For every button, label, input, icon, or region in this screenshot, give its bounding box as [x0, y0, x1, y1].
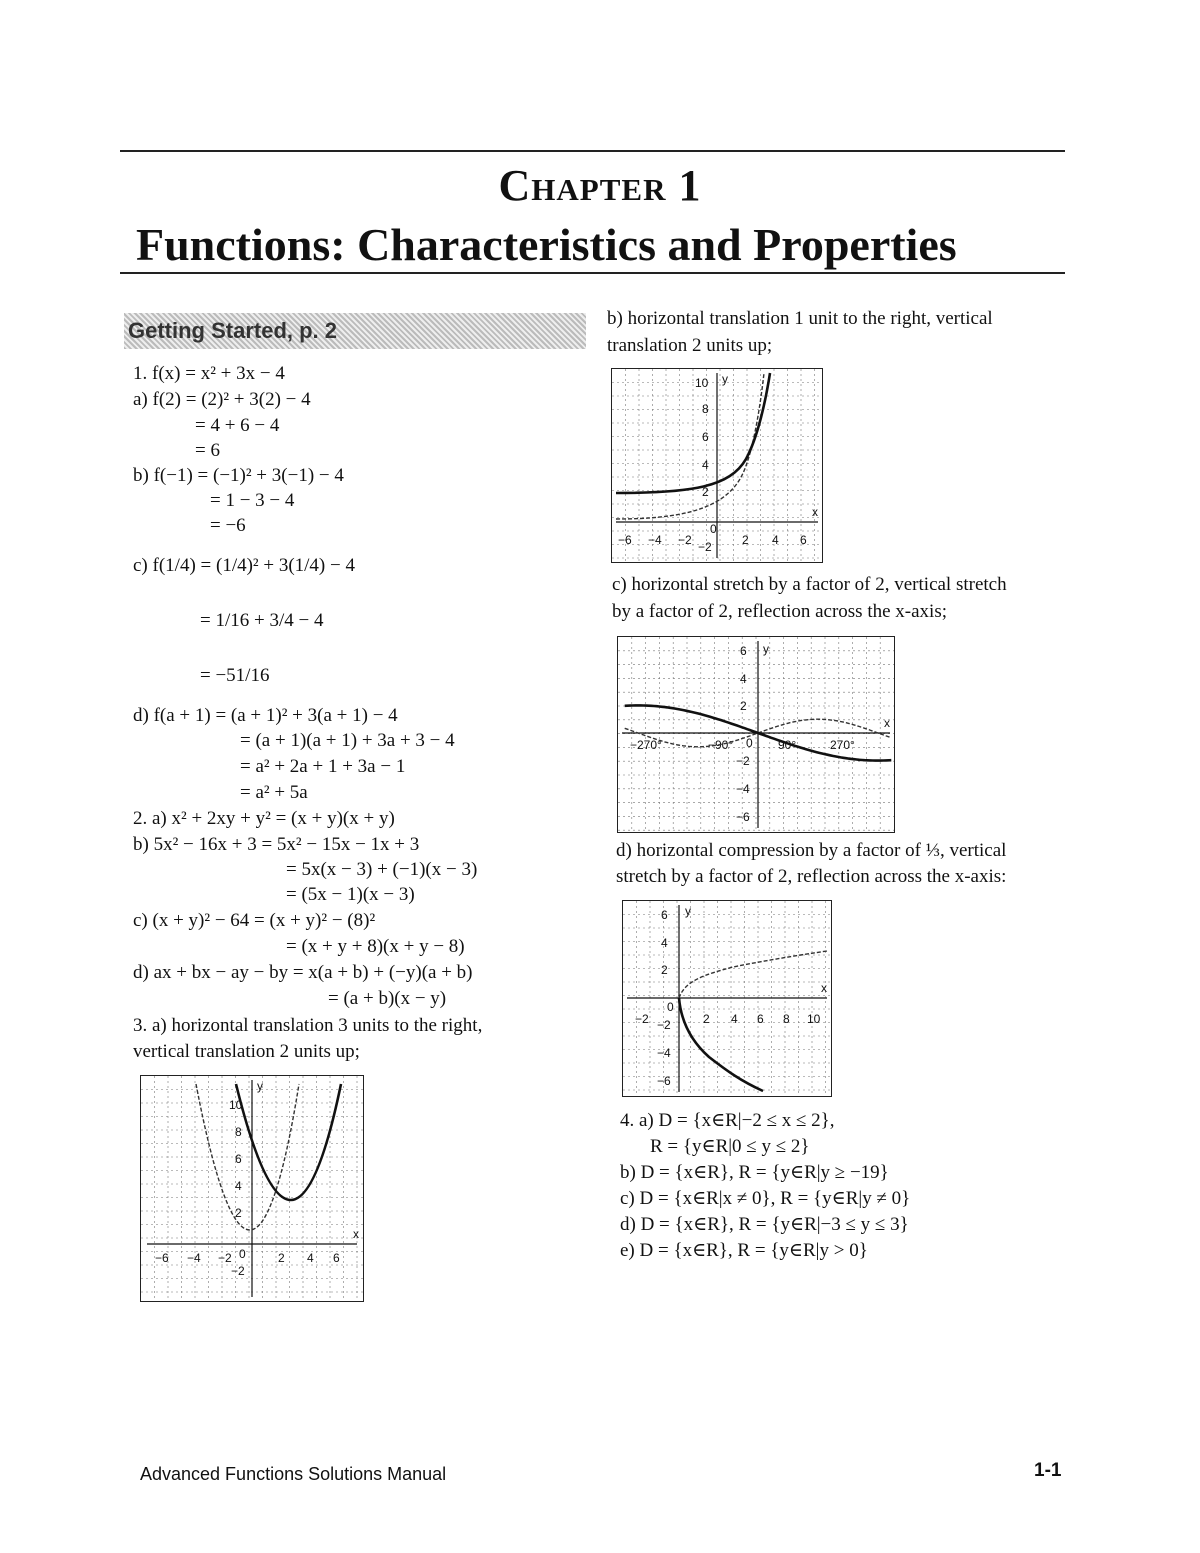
q1d-line: d) f(a + 1) = (a + 1)² + 3(a + 1) − 4 — [133, 705, 398, 726]
title-rule — [120, 272, 1065, 274]
y-tick: 6 — [740, 644, 747, 658]
x-tick: 8 — [783, 1012, 790, 1026]
y-tick: −6 — [736, 810, 750, 824]
y-tick: −2 — [657, 1018, 671, 1032]
q1a-step: = 4 + 6 − 4 — [195, 415, 280, 436]
y-tick: −2 — [698, 540, 712, 554]
y-tick: 6 — [702, 430, 709, 444]
y-tick: 4 — [702, 458, 709, 472]
y-axis-label: y — [763, 642, 769, 656]
x-tick: −270° — [630, 738, 662, 752]
parent-curve — [616, 373, 764, 519]
x-tick: 2 — [703, 1012, 710, 1026]
x-tick: 4 — [731, 1012, 738, 1026]
q2b-line: b) 5x² − 16x + 3 = 5x² − 15x − 1x + 3 — [133, 834, 420, 855]
q1c-step: = −51/16 — [200, 665, 270, 686]
y-tick: 6 — [235, 1152, 242, 1166]
q3b-text: translation 2 units up; — [607, 335, 773, 356]
q3d-text: d) horizontal compression by a factor of ⅓, vertical — [616, 840, 1007, 861]
graph-3b — [611, 368, 823, 563]
q1b-step: = −6 — [210, 515, 246, 536]
origin-label: 0 — [239, 1247, 246, 1261]
x-tick: 2 — [278, 1251, 285, 1265]
y-tick: 2 — [702, 485, 709, 499]
graph-3c — [617, 636, 895, 833]
y-tick: 8 — [702, 402, 709, 416]
x-tick: 10 — [807, 1012, 821, 1026]
q2a-line: 2. a) x² + 2xy + y² = (x + y)(x + y) — [133, 808, 395, 829]
page-number: 1-1 — [1034, 1460, 1062, 1481]
q4d-line: d) D = {x∈R}, R = {y∈R|−3 ≤ y ≤ 3} — [620, 1214, 909, 1235]
q3a-text: vertical translation 2 units up; — [133, 1041, 360, 1062]
q4b-line: b) D = {x∈R}, R = {y∈R|y ≥ −19} — [620, 1162, 889, 1183]
q4c-line: c) D = {x∈R|x ≠ 0}, R = {y∈R|y ≠ 0} — [620, 1188, 911, 1209]
q1c-step: = 1/16 + 3/4 − 4 — [200, 610, 324, 631]
origin-label: 0 — [746, 736, 753, 750]
y-axis-label: y — [685, 904, 691, 918]
q4a-range: R = {y∈R|0 ≤ y ≤ 2} — [650, 1136, 810, 1157]
q2d-line: d) ax + bx − ay − by = x(a + b) + (−y)(a + b) — [133, 962, 473, 983]
x-tick: −4 — [648, 533, 662, 547]
y-tick: 2 — [661, 963, 668, 977]
q1c-line: c) f(1/4) = (1/4)² + 3(1/4) − 4 — [133, 555, 355, 576]
y-tick: 4 — [740, 672, 747, 686]
section-banner: Getting Started, p. 2 — [124, 313, 586, 349]
q3b-text: b) horizontal translation 1 unit to the right, vertical — [607, 308, 993, 329]
q3c-text: by a factor of 2, reflection across the x-axis; — [612, 601, 948, 622]
y-tick: −4 — [736, 782, 750, 796]
graph-3d — [622, 900, 832, 1097]
chapter-heading: Chapter 1 — [498, 161, 702, 210]
q2c-step: = (x + y + 8)(x + y − 8) — [286, 936, 465, 957]
y-axis-label: y — [257, 1079, 263, 1093]
y-tick: 2 — [740, 699, 747, 713]
x-tick: 90° — [778, 738, 797, 752]
origin-label: 0 — [710, 522, 717, 536]
q1d-step: = a² + 2a + 1 + 3a − 1 — [240, 756, 406, 777]
x-tick: 6 — [800, 533, 807, 547]
top-rule — [120, 150, 1065, 152]
y-tick: 2 — [235, 1206, 242, 1220]
x-tick: 4 — [307, 1251, 314, 1265]
y-tick: −2 — [231, 1264, 245, 1278]
y-tick: −4 — [657, 1046, 671, 1060]
y-tick: 10 — [695, 376, 709, 390]
parent-curve — [679, 951, 827, 998]
x-tick: 4 — [772, 533, 779, 547]
y-tick: 4 — [661, 936, 668, 950]
q3c-text: c) horizontal stretch by a factor of 2, vertical stretch — [612, 574, 1007, 595]
footer-title: Advanced Functions Solutions Manual — [140, 1464, 447, 1484]
q2b-step: = 5x(x − 3) + (−1)(x − 3) — [286, 859, 478, 880]
q1b-step: = 1 − 3 − 4 — [210, 490, 295, 511]
x-tick: −2 — [218, 1251, 232, 1265]
y-tick: 10 — [229, 1098, 243, 1112]
y-tick: −2 — [736, 754, 750, 768]
q2c-line: c) (x + y)² − 64 = (x + y)² − (8)² — [133, 910, 376, 931]
x-axis-label: x — [353, 1227, 359, 1241]
x-tick: −2 — [678, 533, 692, 547]
y-tick: 8 — [235, 1125, 242, 1139]
x-tick: −4 — [187, 1251, 201, 1265]
transformed-curve — [679, 998, 763, 1091]
q4a-line: 4. a) D = {x∈R|−2 ≤ x ≤ 2}, — [620, 1110, 835, 1131]
x-tick: 270° — [830, 738, 855, 752]
x-tick: −6 — [155, 1251, 169, 1265]
x-tick: −6 — [618, 533, 632, 547]
q2b-step: = (5x − 1)(x − 3) — [286, 884, 415, 905]
x-tick: −90° — [708, 738, 734, 752]
x-tick: 6 — [333, 1251, 340, 1265]
q1b-line: b) f(−1) = (−1)² + 3(−1) − 4 — [133, 465, 344, 486]
y-tick: −6 — [657, 1074, 671, 1088]
q3d-text: stretch by a factor of 2, reflection across the x-axis: — [616, 866, 1007, 887]
q3a-text: 3. a) horizontal translation 3 units to the right, — [133, 1015, 483, 1036]
x-axis-label: x — [812, 505, 818, 519]
x-axis-label: x — [821, 981, 827, 995]
q1a-line: a) f(2) = (2)² + 3(2) − 4 — [133, 389, 311, 410]
y-tick: 4 — [235, 1179, 242, 1193]
x-tick: 2 — [742, 533, 749, 547]
graph-3a — [140, 1075, 364, 1302]
q4e-line: e) D = {x∈R}, R = {y∈R|y > 0} — [620, 1240, 868, 1261]
x-tick: 6 — [757, 1012, 764, 1026]
origin-label: 0 — [667, 1000, 674, 1014]
q1d-step: = a² + 5a — [240, 782, 308, 803]
q1-line: 1. f(x) = x² + 3x − 4 — [133, 363, 285, 384]
q1a-step: = 6 — [195, 440, 220, 461]
page-title: Functions: Characteristics and Properties — [136, 219, 957, 270]
y-axis-label: y — [722, 372, 728, 386]
y-tick: 6 — [661, 908, 668, 922]
x-tick: −2 — [635, 1012, 649, 1026]
q2d-step: = (a + b)(x − y) — [328, 988, 447, 1009]
x-axis-label: x — [884, 716, 890, 730]
q1d-step: = (a + 1)(a + 1) + 3a + 3 − 4 — [240, 730, 455, 751]
